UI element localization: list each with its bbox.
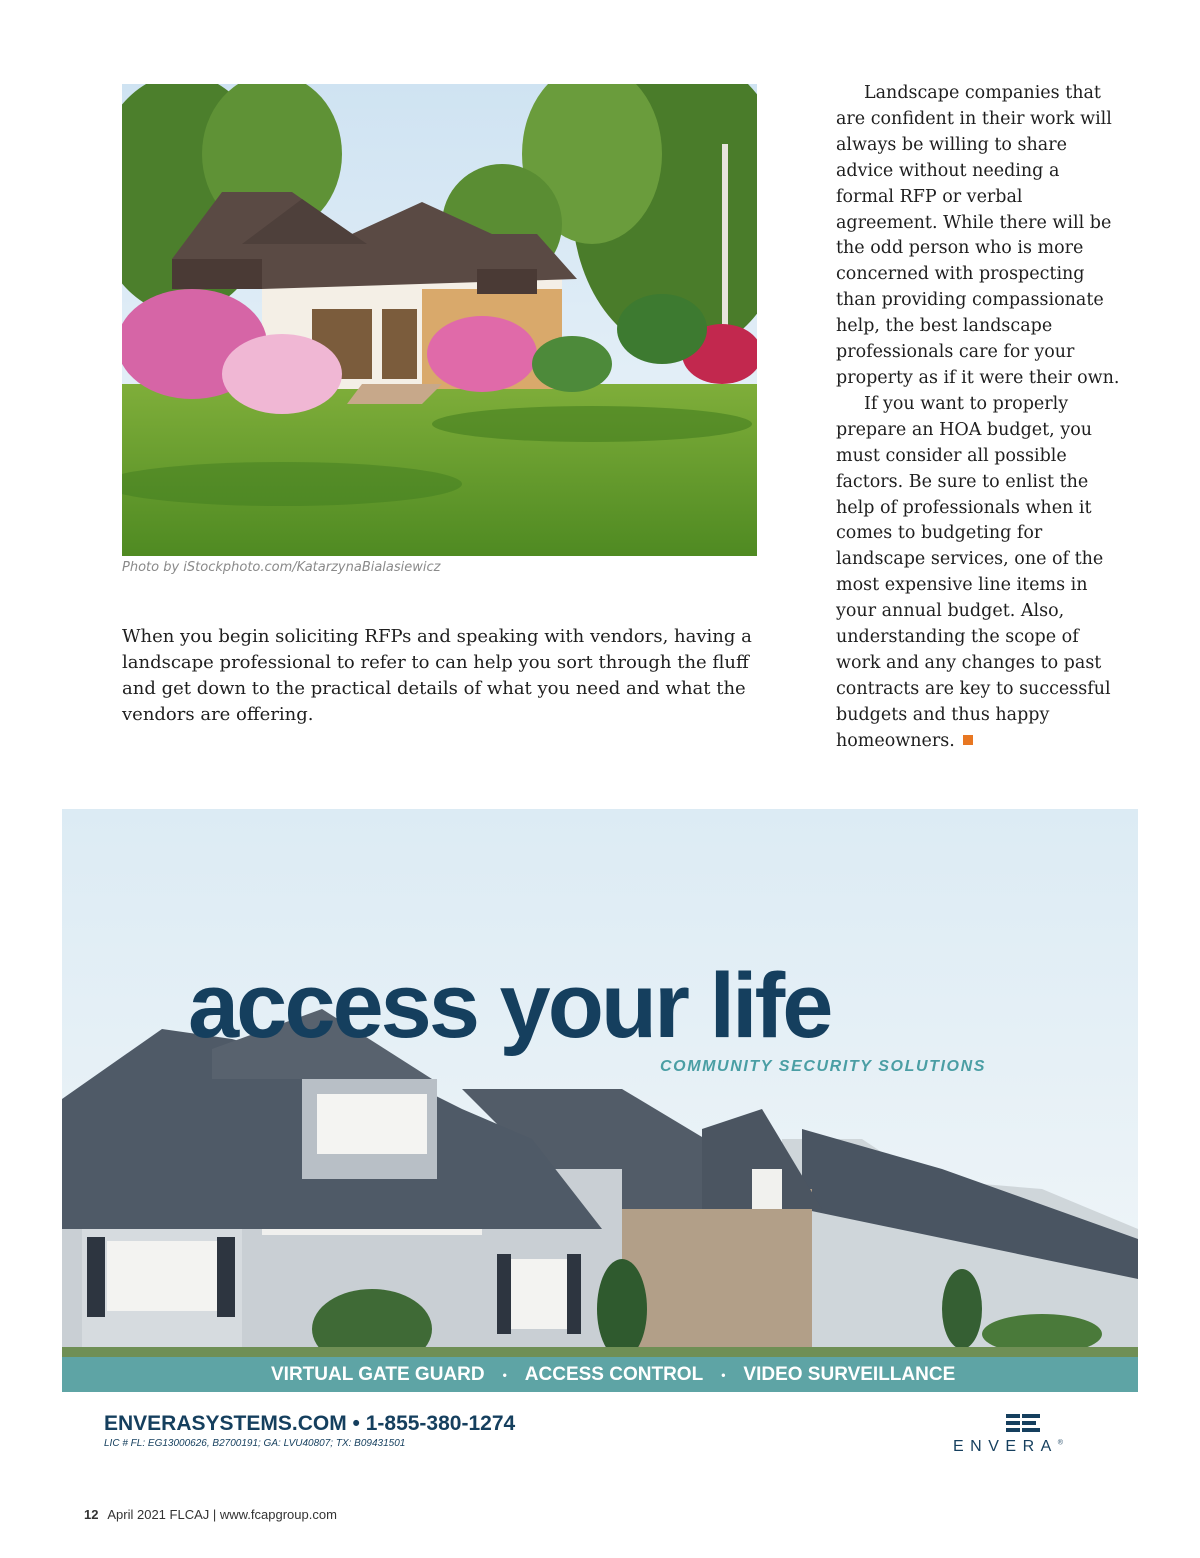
- paragraph-text: If you want to properly prepare an HOA budget, you must consider all possible factors. Be sure to enlist the help of professionals when it comes to budgeting for landscape services, one of the most expensive line items in your annual budget. Also, understanding the scope of work and any changes to past contracts are key to successful budgets and thus happy homeowners.: [836, 393, 1111, 751]
- ad-contact-line[interactable]: ENVERASYSTEMS.COM • 1-855-380-1274: [104, 1412, 516, 1435]
- service-label: VIDEO SURVEILLANCE: [743, 1363, 956, 1385]
- envera-wordmark: [953, 1438, 1063, 1456]
- page-number: 12: [84, 1507, 99, 1522]
- registered-mark: ®: [1057, 1439, 1063, 1447]
- right-column: [836, 81, 1121, 755]
- envera-advertisement: [62, 809, 1138, 1392]
- brand-name: ENVERA: [953, 1438, 1058, 1455]
- service-label: ACCESS CONTROL: [524, 1363, 704, 1385]
- service-label: VIRTUAL GATE GUARD: [271, 1363, 485, 1385]
- ad-headline: access your life: [188, 955, 831, 1057]
- ad-tagline: COMMUNITY SECURITY SOLUTIONS: [660, 1058, 987, 1075]
- body-paragraph: [836, 392, 1121, 755]
- ad-license-info: LIC # FL: EG13000626, B2700191; GA: LVU40807; TX: B09431501: [104, 1438, 406, 1449]
- body-paragraph: Landscape companies that are confident in their work will always be willing to share advice without needing a formal RFP or verbal agreement. While there will be the odd person who is more concerned with prospecting than providing compassionate help, the best landscape professionals care for your property as if it were their own.: [836, 83, 1120, 388]
- house-garden-photo: [122, 84, 757, 556]
- page-footer: [84, 1507, 337, 1522]
- bullet-separator: •: [502, 1367, 507, 1382]
- body-paragraph-left: When you begin soliciting RFPs and speaking with vendors, having a landscape professional to refer to can help you sort through the fluff and get down to the practical details of what you need and what the vendors are offering.: [122, 626, 752, 725]
- end-mark-icon: [963, 735, 973, 745]
- services-bar: [62, 1357, 1138, 1392]
- footer-text: April 2021 FLCAJ | www.fcapgroup.com: [107, 1507, 337, 1522]
- bullet-separator: •: [721, 1367, 726, 1382]
- photo-caption: Photo by iStockphoto.com/KatarzynaBialasiewicz: [122, 560, 441, 575]
